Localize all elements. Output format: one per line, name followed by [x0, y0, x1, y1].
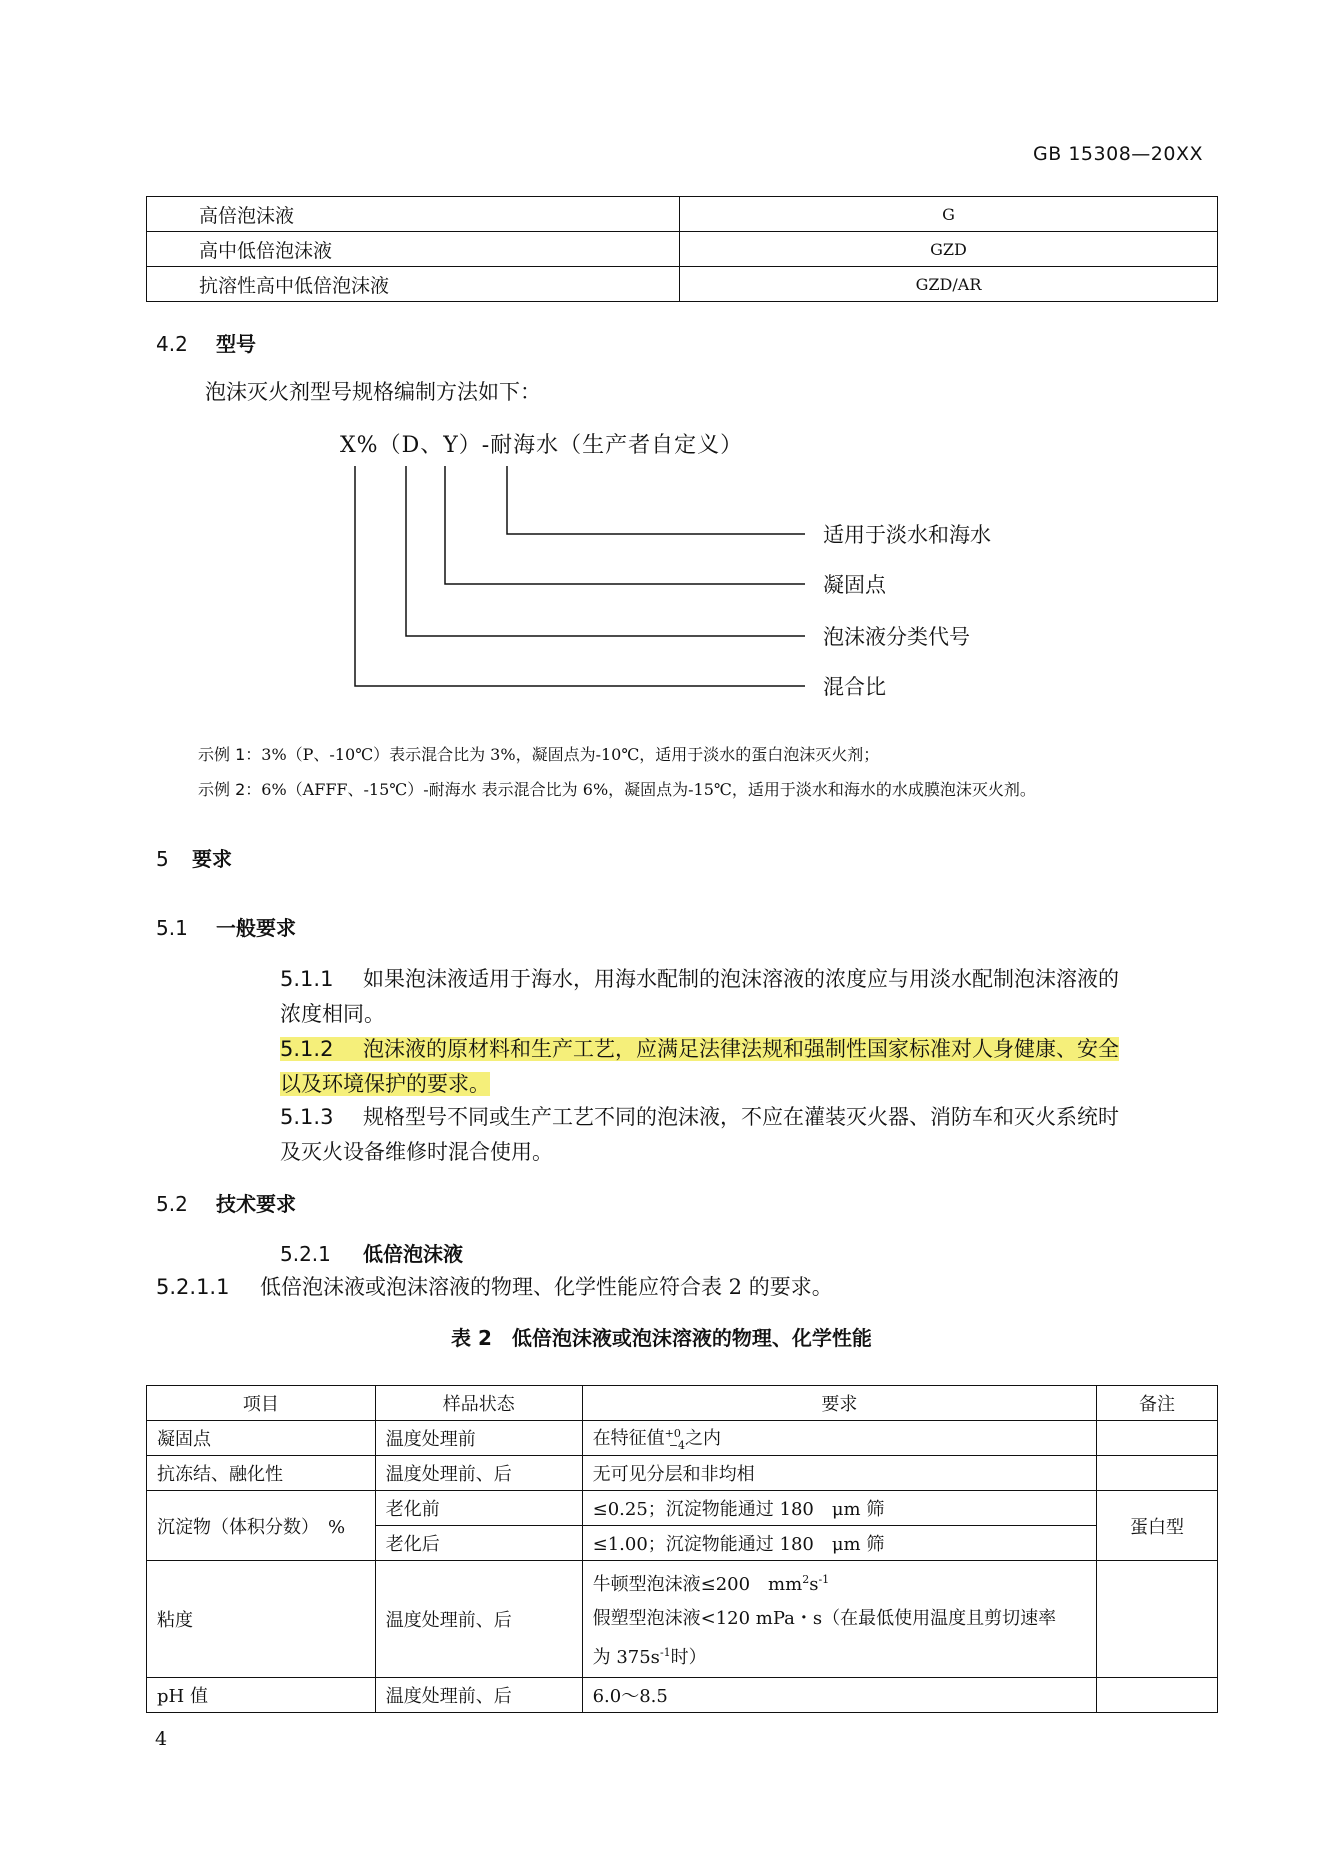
clause-text-line: 浓度相同。 — [280, 1002, 385, 1026]
table-row — [147, 1561, 1218, 1678]
section-number: 5.2.1 — [280, 1242, 331, 1266]
connector-seawater — [507, 466, 805, 534]
cell-remark: 蛋白型 — [1097, 1491, 1218, 1561]
model-intro-text: 泡沫灭火剂型号规格编制方法如下： — [205, 380, 541, 404]
label-class-code: 泡沫液分类代号 — [823, 625, 970, 649]
table-row — [147, 1421, 1218, 1456]
example-text: 6%（AFFF、-15℃）-耐海水 表示混合比为 6%，凝固点为-15℃，适用于淡水和海水的水成膜泡沫灭火剂。 — [261, 780, 1036, 799]
label-seawater: 适用于淡水和海水 — [823, 523, 991, 547]
example-1 — [198, 742, 879, 765]
table-cell-code: GZD — [680, 232, 1218, 267]
table-cell-name: 高倍泡沫液 — [147, 197, 680, 232]
table-cell-code: G — [680, 197, 1218, 232]
table-row — [147, 1491, 1218, 1526]
cell-requirement: ≤0.25；沉淀物能通过 180 μm 筛 — [582, 1491, 1097, 1526]
section-title: 型号 — [216, 332, 256, 356]
example-label: 示例 1： — [198, 745, 262, 764]
table-row — [147, 1456, 1218, 1491]
cell-requirement: 无可见分层和非均相 — [582, 1456, 1097, 1491]
section-heading-5-2-1 — [280, 1238, 463, 1267]
connector-mix-ratio — [355, 466, 805, 686]
classification-code-table — [146, 196, 1218, 302]
page-number: 4 — [155, 1728, 168, 1750]
column-header-requirement: 要求 — [582, 1386, 1097, 1421]
clause-number: 5.1.2 — [280, 1037, 334, 1061]
table-row — [147, 1678, 1218, 1713]
table-2-caption: 表 2 低倍泡沫液或泡沫溶液的物理、化学性能 — [451, 1326, 872, 1350]
table-cell-name: 抗溶性高中低倍泡沫液 — [147, 267, 680, 302]
section-number: 4.2 — [156, 332, 188, 356]
connector-freezing-point — [445, 466, 805, 584]
standard-number: GB 15308—20XX — [1033, 143, 1203, 165]
cell-item: 沉淀物（体积分数） % — [147, 1491, 376, 1561]
model-code-diagram — [340, 462, 820, 702]
clause-number: 5.1.1 — [280, 967, 334, 991]
clause-text: 低倍泡沫液或泡沫溶液的物理、化学性能应符合表 2 的要求。 — [260, 1275, 833, 1299]
cell-requirement: ≤1.00；沉淀物能通过 180 μm 筛 — [582, 1526, 1097, 1561]
column-header-item: 项目 — [147, 1386, 376, 1421]
cell-item: 粘度 — [147, 1561, 376, 1678]
table-cell-code: GZD/AR — [680, 267, 1218, 302]
label-mix-ratio: 混合比 — [823, 675, 886, 699]
cell-requirement: 6.0～8.5 — [582, 1678, 1097, 1713]
section-number: 5 — [156, 847, 169, 871]
table-row — [147, 197, 1218, 232]
section-title: 要求 — [192, 847, 232, 871]
column-header-remark: 备注 — [1097, 1386, 1218, 1421]
clause-5-1-3 — [280, 1100, 1220, 1170]
cell-state: 温度处理前、后 — [375, 1456, 582, 1491]
cell-state: 温度处理前、后 — [375, 1561, 582, 1678]
table-row — [147, 232, 1218, 267]
clause-5-2-1-1 — [156, 1270, 833, 1305]
cell-item: 凝固点 — [147, 1421, 376, 1456]
clause-text-line: 及灭火设备维修时混合使用。 — [280, 1140, 553, 1164]
cell-item: pH 值 — [147, 1678, 376, 1713]
section-number: 5.1 — [156, 916, 188, 940]
label-freezing-point: 凝固点 — [823, 573, 886, 597]
table-header-row — [147, 1386, 1218, 1421]
cell-remark — [1097, 1421, 1218, 1456]
section-title: 一般要求 — [216, 916, 296, 940]
clause-text-line: 如果泡沫液适用于海水，用海水配制的泡沫溶液的浓度应与用淡水配制泡沫溶液的 — [363, 967, 1119, 991]
example-label: 示例 2： — [198, 780, 262, 799]
section-title: 低倍泡沫液 — [363, 1242, 463, 1266]
cell-requirement: 在特征值$^{+0}_{-4}$之内 — [582, 1421, 1097, 1456]
clause-text-line: 规格型号不同或生产工艺不同的泡沫液，不应在灌装灭火器、消防车和灭火系统时 — [363, 1105, 1119, 1129]
section-heading-5-1 — [156, 912, 296, 941]
column-header-state: 样品状态 — [375, 1386, 582, 1421]
clause-5-1-2 — [280, 1032, 1220, 1102]
cell-state: 老化后 — [375, 1526, 582, 1561]
clause-text-line: 泡沫液的原材料和生产工艺，应满足法律法规和强制性国家标准对人身健康、安全 — [363, 1037, 1119, 1061]
connector-class-code — [406, 466, 805, 636]
model-code-formula: X%（D、Y）-耐海水（生产者自定义） — [340, 433, 744, 458]
table-row — [147, 267, 1218, 302]
clause-text-line: 以及环境保护的要求。 — [280, 1072, 490, 1096]
performance-requirements-table — [146, 1385, 1218, 1713]
cell-state: 温度处理前、后 — [375, 1678, 582, 1713]
section-number: 5.2 — [156, 1192, 188, 1216]
clause-number: 5.2.1.1 — [156, 1275, 230, 1299]
cell-state: 老化前 — [375, 1491, 582, 1526]
cell-state: 温度处理前 — [375, 1421, 582, 1456]
clause-number: 5.1.3 — [280, 1105, 334, 1129]
cell-requirement: 牛顿型泡沫液≤200 $mm^2s^{-1}$ 假塑型泡沫液<120 mPa・s（在最低使用温度且剪切速率 为 $375s^{-1}$时） — [582, 1561, 1097, 1678]
section-heading-5-2 — [156, 1188, 296, 1217]
section-heading-5 — [156, 843, 232, 872]
section-title: 技术要求 — [216, 1192, 296, 1216]
cell-remark — [1097, 1456, 1218, 1491]
cell-remark — [1097, 1561, 1218, 1678]
section-heading-4-2 — [156, 328, 256, 357]
table-cell-name: 高中低倍泡沫液 — [147, 232, 680, 267]
clause-5-1-1 — [280, 962, 1220, 1032]
example-text: 3%（P、-10℃）表示混合比为 3%，凝固点为-10℃，适用于淡水的蛋白泡沫灭火剂； — [261, 745, 880, 764]
cell-remark — [1097, 1678, 1218, 1713]
example-2 — [198, 777, 1036, 800]
cell-item: 抗冻结、融化性 — [147, 1456, 376, 1491]
